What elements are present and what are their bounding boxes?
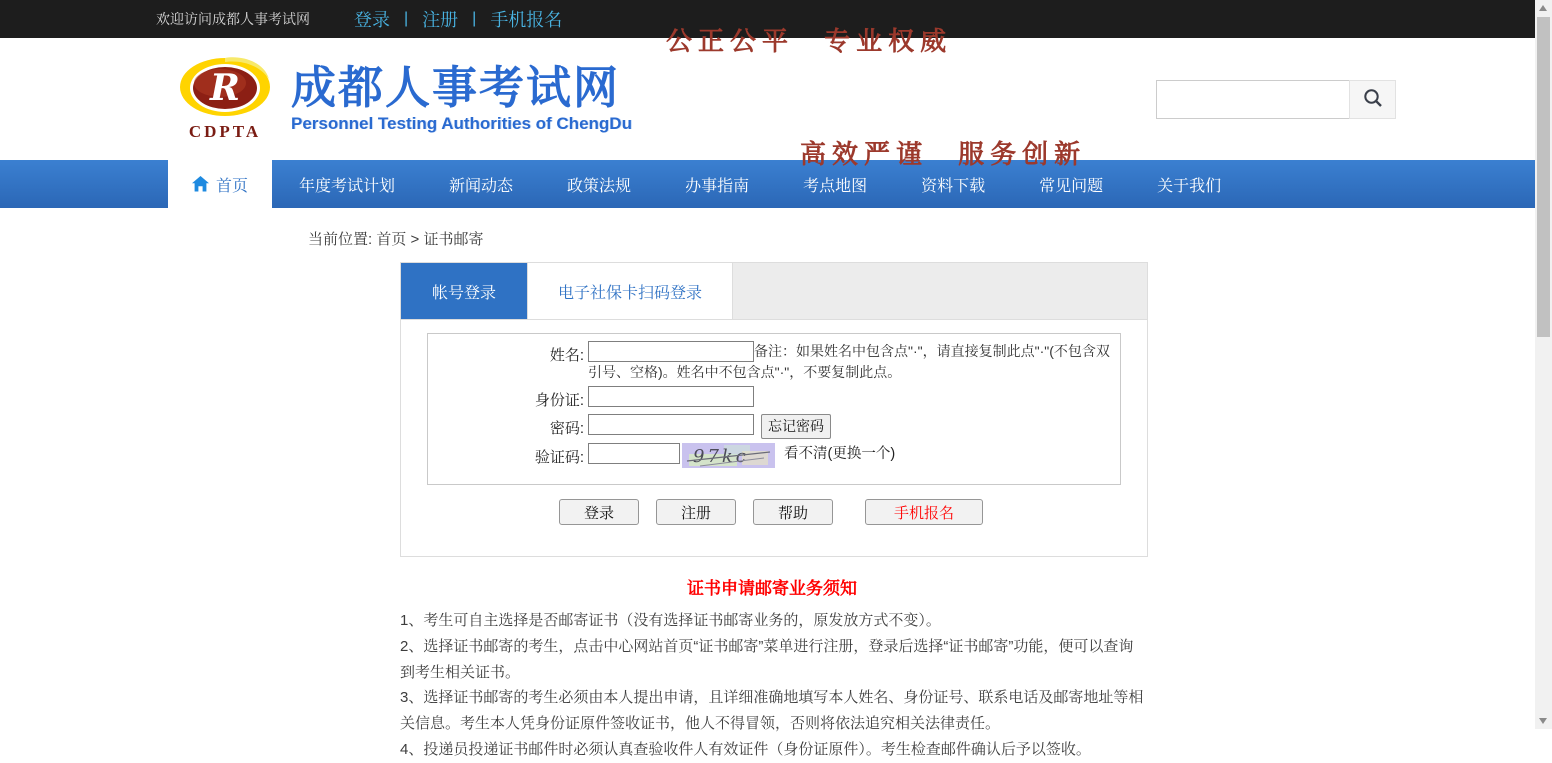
name-input[interactable] <box>588 341 754 362</box>
nav-item-guide[interactable]: 办事指南 <box>685 177 750 195</box>
cdpta-emblem-icon <box>178 66 272 123</box>
login-panel <box>400 262 1148 557</box>
topbar-separator: | <box>472 10 477 27</box>
register-button[interactable]: 注册 <box>656 499 736 525</box>
topbar-mobile-signup-link[interactable]: 手机报名 <box>490 10 563 30</box>
login-buttons-row <box>559 499 1147 556</box>
captcha-label: 验证码: <box>534 449 584 466</box>
nav-item-site-map[interactable]: 考点地图 <box>803 177 868 195</box>
search-button[interactable] <box>1349 80 1396 119</box>
main-nav <box>0 160 1552 208</box>
nav-item-downloads[interactable]: 资料下载 <box>921 177 986 195</box>
tab-account-login[interactable]: 帐号登录 <box>401 263 527 319</box>
welcome-text: 欢迎访问成都人事考试网 <box>156 11 310 27</box>
breadcrumb-separator: > <box>410 231 420 248</box>
captcha-refresh-link[interactable]: 看不清(更换一个) <box>784 446 896 462</box>
name-note: 备注：如果姓名中包含点"·"，请直接复制此点"·"(不包含双引号、空格)。姓名中不包含点"·"，不要复制此点。 <box>588 343 1110 380</box>
id-label: 身份证: <box>534 392 584 409</box>
scrollbar-thumb[interactable] <box>1537 17 1550 337</box>
captcha-input[interactable] <box>588 443 680 464</box>
breadcrumb-current: 证书邮寄 <box>423 231 484 248</box>
scrollbar[interactable] <box>1535 0 1552 729</box>
password-input[interactable] <box>588 414 754 435</box>
topbar-links <box>354 6 562 32</box>
svg-text:R: R <box>210 66 240 109</box>
captcha-image[interactable] <box>682 443 775 473</box>
password-row <box>428 414 1116 439</box>
nav-item-news[interactable]: 新闻动态 <box>449 177 514 195</box>
nav-item-about[interactable]: 关于我们 <box>1157 177 1222 195</box>
search-icon <box>1362 87 1384 112</box>
id-card-input[interactable] <box>588 386 754 407</box>
nav-item-policies[interactable]: 政策法规 <box>567 177 632 195</box>
main-content <box>156 228 1396 763</box>
notice-item: 3、选择证书邮寄的考生必须由本人提出申请，且详细准确地填写本人姓名、身份证号、联系电话及邮寄地址等相关信息。考生本人凭身份证原件签收证书，他人不得冒领，否则将依法追究相关法律责任。 <box>400 689 1144 733</box>
notice-item: 1、考生可自主选择是否邮寄证书（没有选择证书邮寄业务的，原发放方式不变）。 <box>400 612 941 629</box>
breadcrumb-prefix: 当前位置: <box>308 231 373 248</box>
logo-acronym: CDPTA <box>188 121 262 141</box>
notice-item: 2、选择证书邮寄的考生，点击中心网站首页“证书邮寄”菜单进行注册，登录后选择“证书邮寄”功能，便可以查询到考生相关证书。 <box>400 637 1134 681</box>
password-label: 密码: <box>549 420 584 437</box>
scroll-down-icon[interactable] <box>1539 718 1547 724</box>
notice-item: 4、投递员投递证书邮件时必须认真查验收件人有效证件（身份证原件）。考生检查邮件确认后予以签收。 <box>400 740 1091 758</box>
slogan-line2: 高效严谨 服务创新 <box>799 139 1087 170</box>
slogan-line1: 公正公平 专业权威 <box>665 26 953 57</box>
site-logo[interactable] <box>175 57 275 142</box>
home-icon <box>192 176 209 192</box>
nav-item-exam-plan[interactable]: 年度考试计划 <box>299 177 396 195</box>
help-button[interactable]: 帮助 <box>753 499 833 525</box>
search-input[interactable] <box>1156 80 1349 119</box>
forgot-password-button[interactable]: 忘记密码 <box>761 414 831 439</box>
nav-item-home[interactable] <box>168 160 272 208</box>
id-row <box>428 386 1116 410</box>
topbar-login-link[interactable]: 登录 <box>354 10 390 30</box>
notice-title: 证书申请邮寄业务须知 <box>687 579 857 598</box>
mobile-signup-button[interactable]: 手机报名 <box>865 499 983 525</box>
notice-section <box>400 574 1144 763</box>
topbar-register-link[interactable]: 注册 <box>422 10 459 30</box>
login-button[interactable]: 登录 <box>559 499 639 525</box>
captcha-text: 97kc <box>693 446 749 467</box>
name-row <box>428 341 1116 382</box>
name-label: 姓名: <box>549 347 584 364</box>
site-search <box>1156 80 1396 119</box>
login-tabs <box>401 263 1147 320</box>
slogan <box>666 0 1086 250</box>
scroll-up-icon[interactable] <box>1539 5 1547 11</box>
captcha-row <box>428 443 1116 473</box>
nav-item-label: 首页 <box>216 177 249 195</box>
login-form <box>427 333 1121 485</box>
breadcrumb-home-link[interactable]: 首页 <box>376 231 407 248</box>
topbar-separator: | <box>404 10 409 27</box>
site-title-block <box>291 61 632 133</box>
tab-social-card-scan-login[interactable]: 电子社保卡扫码登录 <box>527 263 733 319</box>
site-header <box>0 26 1552 170</box>
site-subtitle: Personnel Testing Authorities of ChengDu <box>291 113 632 133</box>
nav-item-faq[interactable]: 常见问题 <box>1039 177 1104 195</box>
site-title: 成都人事考试网 <box>291 61 621 115</box>
